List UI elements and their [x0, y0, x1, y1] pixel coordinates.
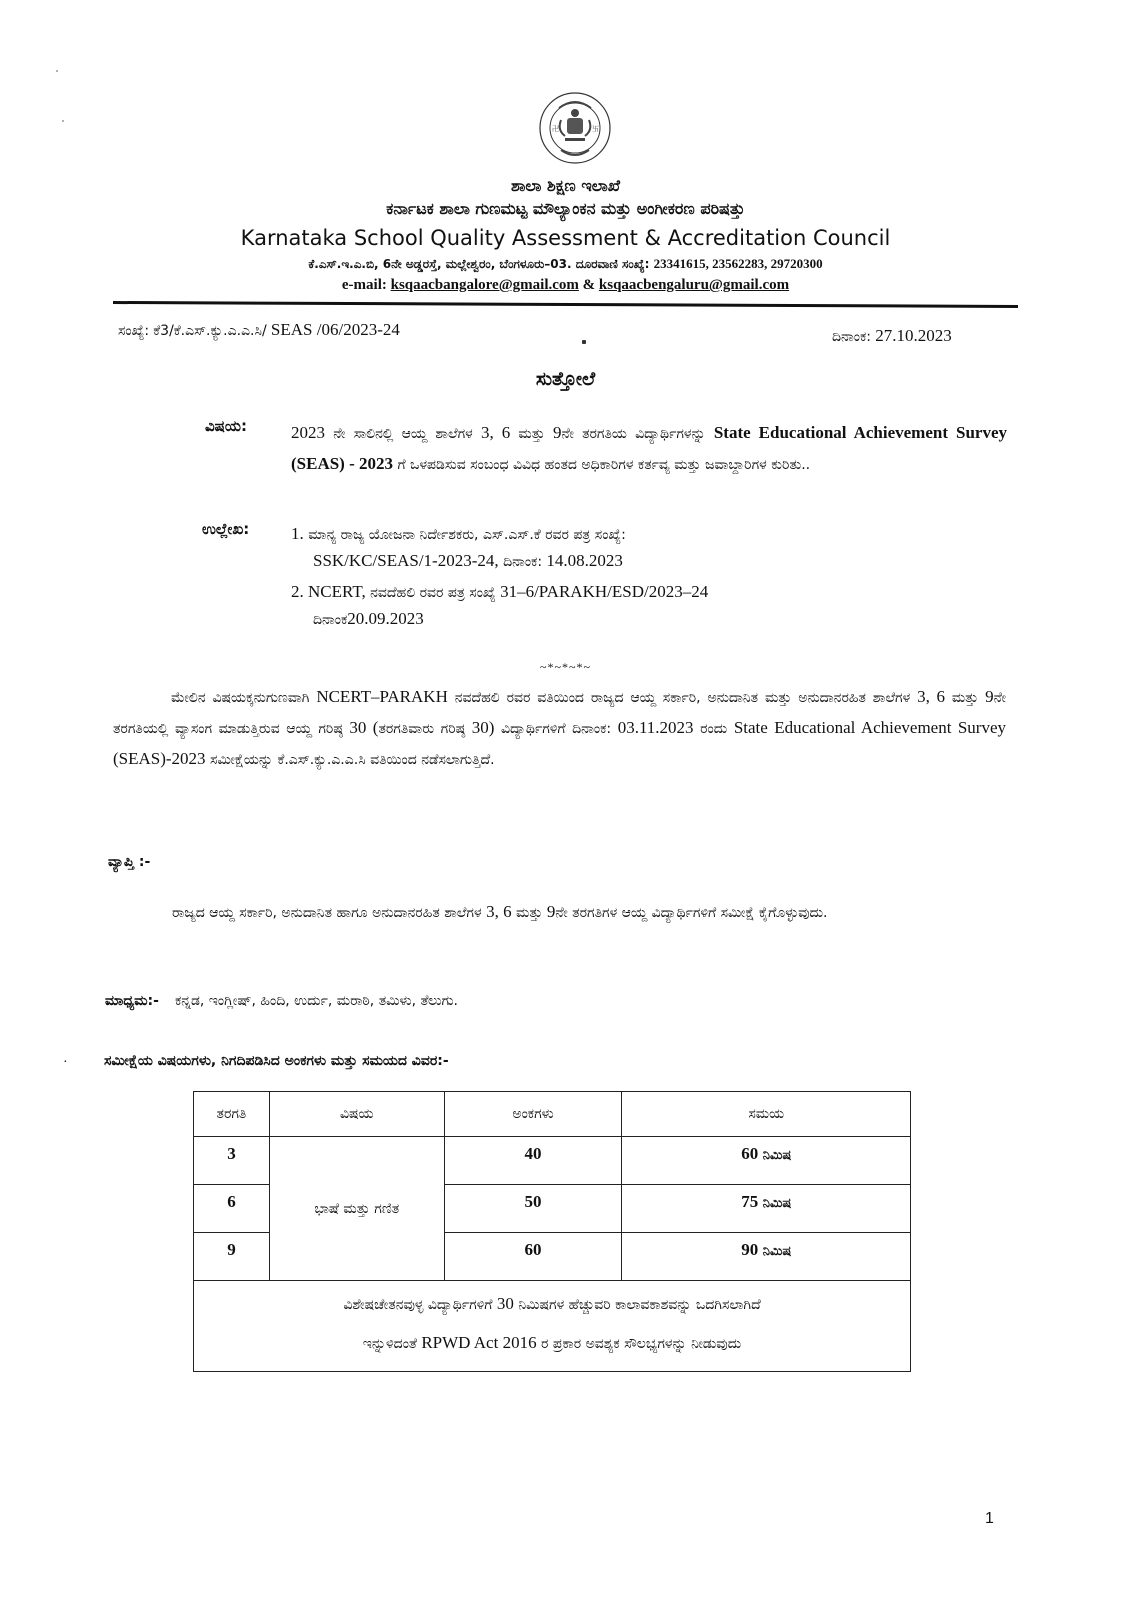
- references-list: [291, 521, 1007, 637]
- section-separator: ~*~*~*~: [540, 660, 591, 674]
- scope-fragment: ಮತ್ತು: [511, 905, 547, 921]
- reference-date-label: ದಿನಾಂಕ: [313, 612, 348, 628]
- reference-date: 20.09.2023: [347, 609, 424, 628]
- survey-date: 03.11.2023: [617, 718, 694, 737]
- svg-text:卍: 卍: [552, 125, 559, 133]
- time-unit: ನಿಮಿಷ: [758, 1244, 792, 1259]
- scope-fragment: ನೇ ತರಗತಿಗಳ ಆಯ್ದ ವಿದ್ಯಾರ್ಥಿಗಳಿಗೆ ಸಮೀಕ್ಷೆ ಕೈಗೊಳ್ಳುವುದು.: [555, 905, 828, 921]
- time-value: 60: [741, 1144, 759, 1163]
- note-fragment: ರ ಪ್ರಕಾರ ಅವಶ್ಯಕ ಸೌಲಭ್ಯಗಳನ್ನು ನೀಡುವುದು: [536, 1336, 742, 1352]
- scope-label: ವ್ಯಾಪ್ತಿ :-: [108, 854, 151, 870]
- time-value: 75: [741, 1192, 759, 1211]
- date-label: ದಿನಾಂಕ:: [832, 329, 871, 345]
- karnataka-emblem-icon: [537, 88, 613, 174]
- reference-item: [291, 521, 1007, 575]
- organization-name-english: Karnataka School Quality Assessment & Accreditation Council: [240, 226, 891, 250]
- reference-date: 14.08.2023: [542, 551, 623, 570]
- reference-code: SEAS /06/2023-24: [266, 320, 400, 339]
- scope-text: [108, 897, 1003, 928]
- cell-marks: 40: [444, 1137, 622, 1185]
- time-unit: ನಿಮಿಷ: [758, 1148, 792, 1163]
- body-fragment: ತರಗತಿವಾರು ಗರಿಷ್ಠ: [378, 721, 472, 737]
- body-number: 30): [471, 718, 495, 737]
- survey-details-table: [193, 1091, 911, 1372]
- medium-line: [105, 993, 458, 1009]
- time-unit: ನಿಮಿಷ: [758, 1196, 792, 1211]
- reference-org: NCERT,: [303, 582, 366, 601]
- email-label: e-mail:: [341, 277, 387, 293]
- cell-time: [622, 1185, 911, 1233]
- email-separator: &: [582, 277, 596, 293]
- cell-grade: 3: [194, 1137, 270, 1185]
- cell-marks: 60: [444, 1233, 622, 1281]
- cell-time: [622, 1233, 911, 1281]
- subject-label: ವಿಷಯ:: [205, 417, 247, 435]
- header-marks: ಅಂಕಗಳು: [444, 1092, 622, 1137]
- medium-label: ಮಾಧ್ಯಮ:-: [105, 993, 159, 1009]
- scope-fragment: ರಾಜ್ಯದ ಆಯ್ದ ಸರ್ಕಾರಿ, ಅನುದಾನಿತ ಹಾಗೂ ಅನುದಾನರಹಿತ ಶಾಲೆಗಳ: [172, 905, 487, 921]
- scan-speck: [62, 120, 64, 122]
- reference-number: 1.: [291, 524, 304, 543]
- table-caption: ಸಮೀಕ್ಷೆಯ ವಿಷಯಗಳು, ನಿಗದಿಪಡಿಸಿದ ಅಂಕಗಳು ಮತ್ತು ಸಮಯದ ವಿವರ:-: [104, 1053, 449, 1069]
- body-fragment: ನವದೆಹಲಿ ರವರ ವತಿಯಿಂದ ರಾಜ್ಯದ ಆಯ್ದ ಸರ್ಕಾರಿ, ಅನುದಾನಿತ ಮತ್ತು ಅನುದಾನರಹಿತ ಶಾಲೆಗಳ: [447, 690, 918, 706]
- body-fragment: ಸಮೀಕ್ಷೆಯನ್ನು ಕೆ.ಎಸ್.ಕ್ಯು.ಎ.ಎ.ಸಿ ವತಿಯಿಂದ ನಡೆಸಲಾಗುತ್ತಿದೆ.: [205, 752, 495, 768]
- body-paragraph: [113, 682, 1006, 775]
- subject-fragment: ಮತ್ತು: [510, 426, 553, 442]
- note-act: RPWD Act 2016: [421, 1333, 537, 1352]
- cell-grade: 6: [194, 1185, 270, 1233]
- body-fragment: ವಿದ್ಯಾರ್ಥಿಗಳಿಗೆ ದಿನಾಂಕ:: [494, 721, 618, 737]
- subject-fragment: ಗೆ ಒಳಪಡಿಸುವ ಸಂಬಂಧ ವಿವಿಧ ಹಂತದ ಅಧಿಕಾರಿಗಳ ಕರ್ತವ್ಯ ಮತ್ತು ಜವಾಬ್ದಾರಿಗಳ ಕುರಿತು..: [393, 457, 811, 473]
- subject-text: [291, 418, 1007, 480]
- note-fragment: ವಿಶೇಷಚೇತನವುಳ್ಳ ವಿದ್ಯಾರ್ಥಿಗಳಿಗೆ: [343, 1297, 497, 1313]
- subject-year: 2023: [291, 423, 325, 442]
- reference-text: ನವದೆಹಲಿ ರವರ ಪತ್ರ ಸಂಖ್ಯೆ: [365, 585, 501, 601]
- subject-fragment: ನೇ ತರಗತಿಯ ವಿದ್ಯಾರ್ಥಿಗಳನ್ನು: [561, 426, 714, 442]
- header-subject: ವಿಷಯ: [269, 1092, 444, 1137]
- subject-grade: 9: [553, 423, 562, 442]
- body-number: 9: [985, 687, 994, 706]
- cell-marks: 50: [444, 1185, 622, 1233]
- scope-number: 3, 6: [486, 902, 512, 921]
- reference-prefix: ಕೆ3/ಕೆ.ಎಸ್.ಕ್ಯು.ಎ.ಎ.ಸಿ/: [153, 323, 267, 339]
- scope-number: 9: [546, 902, 556, 921]
- address-text: ಕೆ.ಎಸ್.ಇ.ಎ.ಬಿ, 6ನೇ ಅಡ್ಡರಸ್ತೆ, ಮಲ್ಲೇಶ್ವರಂ, ಬೆಂಗಳೂರು–03. ದೂರವಾಣಿ ಸಂಖ್ಯೆ:: [308, 257, 650, 271]
- note-fragment: ನಿಮಿಷಗಳ ಹೆಚ್ಚುವರಿ ಕಾಲಾವಕಾಶವನ್ನು ಒದಗಿಸಲಾಗಿದೆ: [513, 1297, 761, 1313]
- table-header-row: [194, 1092, 911, 1137]
- body-fragment: ಮೇಲಿನ ವಿಷಯಕ್ಕನುಗುಣವಾಗಿ: [171, 690, 317, 706]
- table-note-row: [194, 1281, 911, 1372]
- reference-code: SSK/KC/SEAS/1-2023-24,: [313, 551, 499, 570]
- email-link-1[interactable]: ksqaacbangalore@gmail.com: [390, 277, 579, 293]
- body-fragment: ರಂದು: [693, 721, 734, 737]
- reference-code: 31–6/PARAKH/ESD/2023–24: [500, 582, 709, 601]
- survey-name: State Educational Achievement Survey (SEAS) - 2023: [291, 423, 1007, 473]
- body-number: 30 (: [349, 718, 379, 737]
- header-time: ಸಮಯ: [622, 1092, 911, 1137]
- note-number: 30: [496, 1294, 514, 1313]
- body-org: NCERT–PARAKH: [316, 687, 448, 706]
- header-grade: ತರಗತಿ: [194, 1092, 270, 1137]
- email-line: [0, 277, 1131, 294]
- subject-grades: 3, 6: [480, 423, 511, 442]
- cell-grade: 9: [194, 1233, 270, 1281]
- header-divider: [113, 301, 1018, 308]
- scan-speck: [56, 70, 58, 72]
- body-fragment: ಮತ್ತು: [944, 690, 986, 706]
- svg-text:卐: 卐: [592, 125, 599, 133]
- bullet-dot: ·: [63, 1055, 68, 1070]
- body-number: 3, 6: [917, 687, 945, 706]
- reference-label: ಸಂಖ್ಯೆ:: [118, 323, 150, 339]
- table-note: [194, 1281, 911, 1372]
- reference-number: 2.: [291, 582, 304, 601]
- note-line-1: [200, 1285, 904, 1324]
- medium-languages: ಕನ್ನಡ, ಇಂಗ್ಲೀಷ್, ಹಿಂದಿ, ಉರ್ದು, ಮರಾಠಿ, ತಮಿಳು, ತೆಲುಗು.: [174, 993, 458, 1009]
- page-number: 1: [985, 1510, 994, 1527]
- cell-subject: ಭಾಷೆ ಮತ್ತು ಗಣಿತ: [269, 1137, 444, 1281]
- phone-numbers: 23341615, 23562283, 29720300: [653, 256, 823, 271]
- note-line-2: [200, 1324, 904, 1363]
- reference-date-label: ದಿನಾಂಕ:: [498, 554, 543, 570]
- cell-time: [622, 1137, 911, 1185]
- reference-item: [291, 579, 1007, 633]
- subject-fragment: ನೇ ಸಾಲಿನಲ್ಲಿ ಆಯ್ದ ಶಾಲೆಗಳ: [325, 426, 481, 442]
- note-fragment: ಇನ್ನುಳಿದಂತೆ: [362, 1336, 422, 1352]
- date-value: 27.10.2023: [871, 326, 952, 345]
- department-name: ಶಾಲಾ ಶಿಕ್ಷಣ ಇಲಾಖೆ: [510, 176, 621, 195]
- body-fragment: ನೇ ತರಗತಿಯಲ್ಲಿ ವ್ಯಾಸಂಗ ಮಾಡುತ್ತಿರುವ ಆಯ್ದ ಗರಿಷ್ಠ: [113, 690, 1006, 737]
- table-row: [194, 1137, 911, 1185]
- organization-name-kannada: ಕರ್ನಾಟಕ ಶಾಲಾ ಗುಣಮಟ್ಟ ಮೌಲ್ಯಾಂಕನ ಮತ್ತು ಅಂಗೀಕರಣ ಪರಿಷತ್ತು: [386, 199, 745, 218]
- circular-reference-number: [118, 320, 400, 340]
- time-value: 90: [741, 1240, 759, 1259]
- page-title: ಸುತ್ತೋಲೆ: [535, 368, 596, 390]
- address-line: [0, 256, 1131, 272]
- email-link-2[interactable]: ksqaacbengaluru@gmail.com: [598, 277, 790, 293]
- scan-speck: [582, 340, 586, 344]
- survey-name: State Educational Achievement Survey (SEAS)-2023: [113, 718, 1006, 768]
- reference-text: ಮಾನ್ಯ ರಾಜ್ಯ ಯೋಜನಾ ನಿರ್ದೇಶಕರು, ಎಸ್.ಎಸ್.ಕೆ ರವರ ಪತ್ರ ಸಂಖ್ಯೆ:: [303, 527, 626, 543]
- circular-date: [832, 326, 952, 346]
- references-label: ಉಲ್ಲೇಖ:: [202, 520, 250, 538]
